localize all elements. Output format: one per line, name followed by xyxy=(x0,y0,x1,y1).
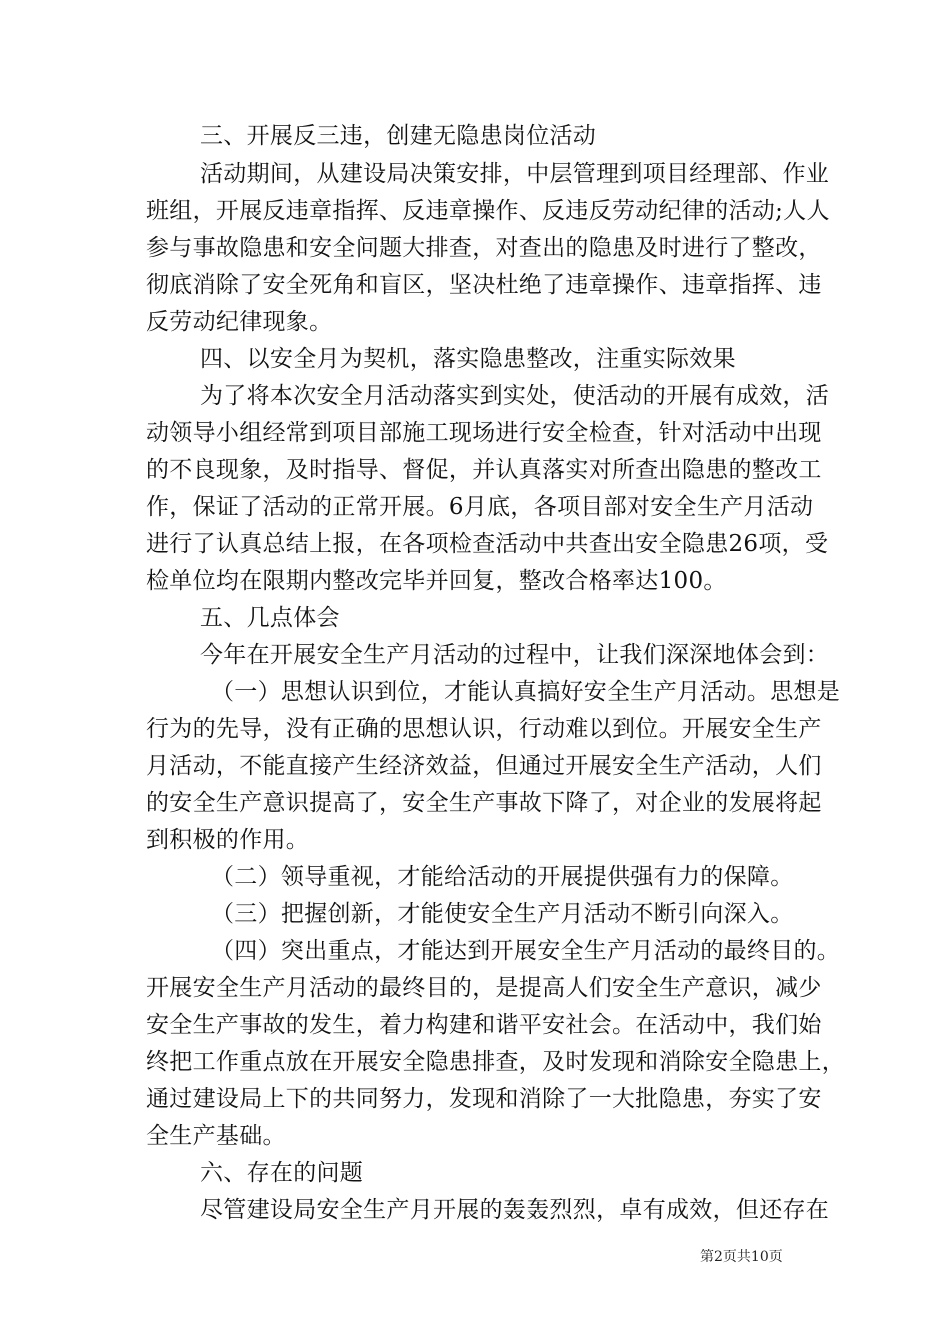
paragraph-line: 动领导小组经常到项目部施工现场进行安全检查，针对活动中出现 xyxy=(146,420,822,446)
list-item-2: （二）领导重视，才能给活动的开展提供强有力的保障。 xyxy=(211,864,794,890)
paragraph-line: 参与事故隐患和安全问题大排查，对查出的隐患及时进行了整改， xyxy=(146,235,822,261)
paragraph-line: 进行了认真总结上报，在各项检查活动中共查出安全隐患26项，受 xyxy=(146,531,829,557)
section-heading-4: 四、以安全月为契机，落实隐患整改，注重实际效果 xyxy=(200,346,736,372)
paragraph-line: 作，保证了活动的正常开展。6月底，各项目部对安全生产月活动 xyxy=(146,494,814,520)
paragraph-line: 班组，开展反违章指挥、反违章操作、反违反劳动纪律的活动;人人 xyxy=(146,198,830,224)
paragraph-line: 反劳动纪律现象。 xyxy=(146,309,333,335)
paragraph-line: 尽管建设局安全生产月开展的轰轰烈烈，卓有成效，但还存在 xyxy=(200,1197,830,1223)
paragraph-line: 终把工作重点放在开展安全隐患排查，及时发现和消除安全隐患上， xyxy=(146,1049,845,1075)
paragraph-line: 开展安全生产月活动的最终目的，是提高人们安全生产意识，减少 xyxy=(146,975,822,1001)
list-item-4: （四）突出重点，才能达到开展安全生产月活动的最终目的。 xyxy=(211,938,841,964)
paragraph-line: 活动期间，从建设局决策安排，中层管理到项目经理部、作业 xyxy=(200,161,830,187)
list-item-3: （三）把握创新，才能使安全生产月活动不断引向深入。 xyxy=(211,901,794,927)
list-item-1: （一）思想认识到位，才能认真搞好安全生产月活动。思想是 xyxy=(211,679,841,705)
paragraph-line: 月活动，不能直接产生经济效益，但通过开展安全生产活动，人们 xyxy=(146,753,822,779)
paragraph-line: 到积极的作用。 xyxy=(146,827,310,853)
paragraph-line: 行为的先导，没有正确的思想认识，行动难以到位。开展安全生产 xyxy=(146,716,822,742)
paragraph-line: 通过建设局上下的共同努力，发现和消除了一大批隐患，夯实了安 xyxy=(146,1086,822,1112)
paragraph-line: 安全生产事故的发生，着力构建和谐平安社会。在活动中，我们始 xyxy=(146,1012,822,1038)
paragraph-line: 全生产基础。 xyxy=(146,1123,286,1149)
paragraph-line: 今年在开展安全生产月活动的过程中，让我们深深地体会到： xyxy=(200,642,830,668)
paragraph-line: 彻底消除了安全死角和盲区，坚决杜绝了违章操作、违章指挥、违 xyxy=(146,272,822,298)
section-heading-6: 六、存在的问题 xyxy=(200,1160,364,1186)
page-number: 第2页共10页 xyxy=(700,1249,783,1265)
section-heading-3: 三、开展反三违，创建无隐患岗位活动 xyxy=(200,123,597,149)
paragraph-line: 为了将本次安全月活动落实到实处，使活动的开展有成效，活 xyxy=(200,383,830,409)
paragraph-line: 的安全生产意识提高了，安全生产事故下降了，对企业的发展将起 xyxy=(146,790,822,816)
section-heading-5: 五、几点体会 xyxy=(200,605,340,631)
paragraph-line: 的不良现象，及时指导、督促，并认真落实对所查出隐患的整改工 xyxy=(146,457,822,483)
paragraph-line: 检单位均在限期内整改完毕并回复，整改合格率达100。 xyxy=(146,568,727,594)
